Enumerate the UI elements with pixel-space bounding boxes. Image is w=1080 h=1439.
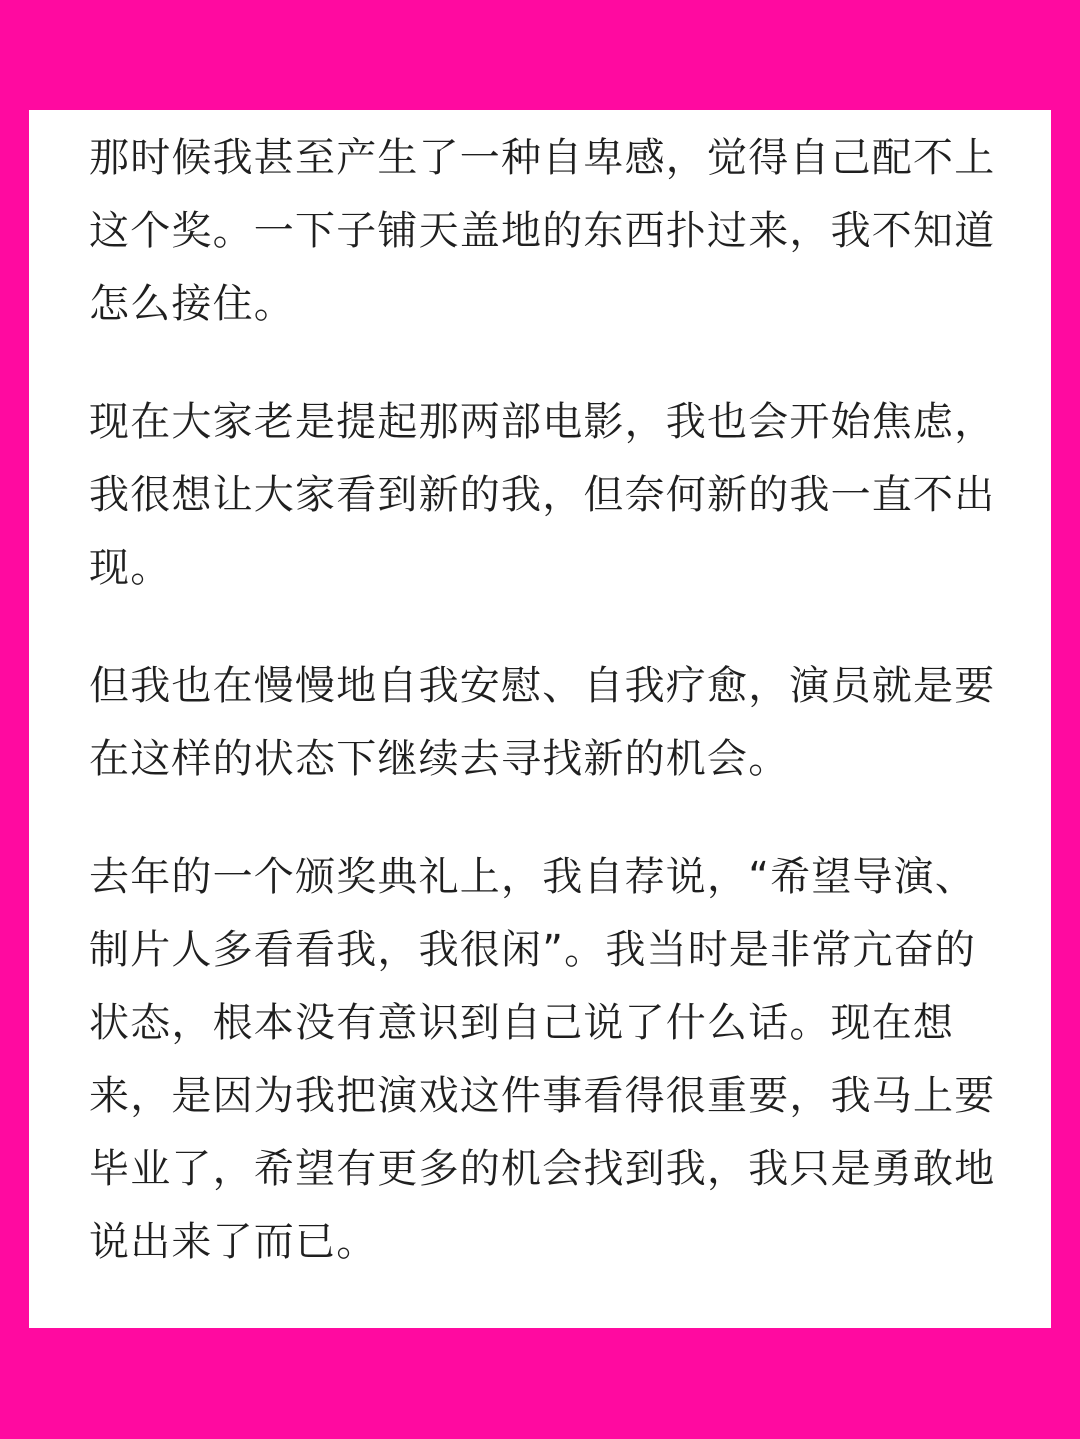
paragraph-line: 毕业了，希望有更多的机会找到我，我只是勇敢地	[89, 1146, 996, 1192]
paragraph-4	[89, 841, 999, 1279]
paragraph-line: 状态，根本没有意识到自己说了什么话。现在想	[89, 1000, 955, 1046]
paragraph-line: 来，是因为我把演戏这件事看得很重要，我马上要	[89, 1073, 996, 1119]
paragraph-line: 那时候我甚至产生了一种自卑感，觉得自己配不上	[89, 135, 996, 181]
paragraph-line: 在这样的状态下继续去寻找新的机会。	[89, 736, 790, 782]
paragraph-line: 我很想让大家看到新的我，但奈何新的我一直不出	[89, 472, 996, 518]
content-card	[29, 110, 1051, 1328]
paragraph-line: 说出来了而已。	[89, 1219, 378, 1265]
paragraph-line: 这个奖。一下子铺天盖地的东西扑过来，我不知道	[89, 208, 996, 254]
paragraph-line: 现在大家老是提起那两部电影，我也会开始焦虑，	[89, 399, 996, 445]
paragraph-line: 但我也在慢慢地自我安慰、自我疗愈，演员就是要	[89, 663, 996, 709]
paragraph-1	[89, 122, 999, 341]
paragraph-2	[89, 386, 999, 605]
paragraph-line: 去年的一个颁奖典礼上，我自荐说，“希望导演、	[89, 854, 977, 900]
paragraph-line: 怎么接住。	[89, 281, 295, 327]
paragraph-line: 现。	[89, 545, 172, 591]
paragraph-3	[89, 650, 999, 796]
paragraph-line: 制片人多看看我，我很闲”。我当时是非常亢奋的	[89, 927, 977, 973]
